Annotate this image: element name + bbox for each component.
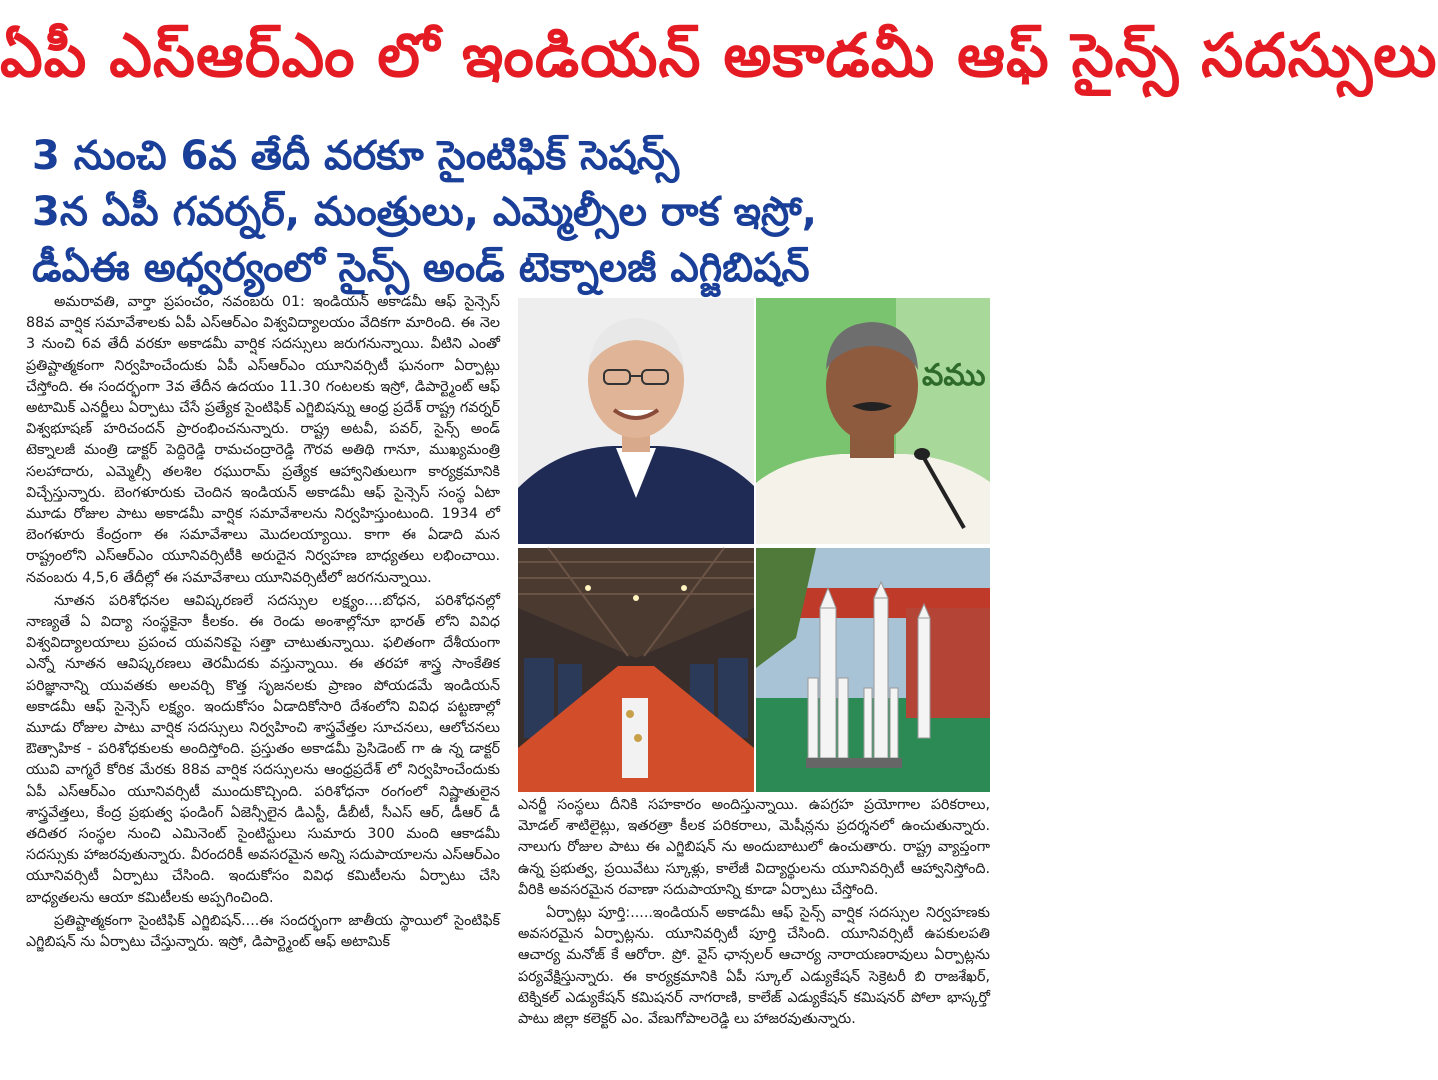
subheadline-3: డీఏఈ అధ్వర్యంలో సైన్స్ అండ్ టెక్నాలజీ ఎగ్జిబిషన్ [32, 245, 810, 291]
headline: ఏపీ ఎస్ఆర్ఎం లో ఇండియన్ అకాడమీ ఆఫ్ సైన్స్ సదస్సులు [0, 21, 1438, 91]
article-left-column [26, 292, 500, 953]
subheadline-1: 3 నుంచి 6వ తేదీ వరకూ సైంటిఫిక్ సెషన్స్ [32, 133, 680, 179]
article-paragraph: ప్రతిష్టాత్మకంగా సైంటిఫిక్ ఎగ్జిబిషన్....ఈ సందర్భంగా జాతీయ స్థాయిలో సైంటిఫిక్ ఎగ్జిబిషన్ ను ఏర్పాటు చేస్తున్నారు. ఇస్రో, డిపార్ట్మెంట్ ఆఫ్ అటామిక్ [26, 912, 500, 951]
rocket-models-photo [756, 548, 990, 792]
governor-portrait-icon [518, 298, 754, 544]
article-paragraph: ఏర్పాట్లు పూర్తి:.....ఇండియన్ అకాడమీ ఆఫ్ సైన్స్ వార్షిక సదస్సుల నిర్వహణకు అవసరమైన ఏర్పాట్లను. యూనివర్సిటీ పూర్తి చేసింది. యూనివర్సిటీ ఉపకులపతి ఆచార్య మనోజ్ కే ఆరోరా. ప్రో. వైస్ ఛాన్సలర్ ఆచార్య నారాయణరావులు ఏర్పాట్లను పర్యవేక్షిస్తున్నారు. ఈ కార్యక్రమానికి ఏపీ స్కూల్ ఎడ్యుకేషన్ సెక్రెటరీ బి రాజశేఖర్, టెక్నికల్ ఎడ్యుకేషన్ కమిషనర్ నాగరాణి, కాలేజ్ ఎడ్యుకేషన్ కమిషనర్ పోలా భాస్కర్తో పాటు జిల్లా కలెక్టర్ ఎం. వేణుగోపాలరెడ్డి లు హాజరవుతున్నారు. [518, 905, 990, 1028]
article-paragraph: అమరావతి, వార్తా ప్రపంచం, నవంబరు 01: ఇండియన్ అకాడమీ ఆఫ్ సైన్సెస్ 88వ వార్షిక సమావేశాలకు ఏపీ ఎస్ఆర్ఎం విశ్వవిద్యాలయం వేదికగా మారింది. ఈ నెల 3 నుంచి 6వ తేదీ వరకూ అకాడమీ వార్షిక సదస్సులు జరుగనున్నాయి. వీటిని ఎంతో ప్రతిష్టాత్మకంగా నిర్వహించేందుకు ఏపీ ఎస్ఆర్ఎం యూనివర్సిటీ ఘనంగా ఏర్పాట్లు చేస్తోంది. ఈ సందర్భంగా 3వ తేదీన ఉదయం 11.30 గంటలకు ఇస్రో, డిపార్ట్మెంట్ ఆఫ్ అటామిక్ ఎనర్జీలు ఏర్పాటు చేసే ప్రత్యేక సైంటిఫిక్ ఎగ్జిబిషన్ను ఆంధ్ర ప్రదేశ్ రాష్ట్ర గవర్నర్ విశ్వభూషణ్ హరిచందన్ ప్రారంభించనున్నారు. రాష్ట్ర అటవీ, పవర్, సైన్స్ అండ్ టెక్నాలజీ మంత్రి డాక్టర్ పెద్దిరెడ్డి రామచంద్రారెడ్డి గౌరవ అతిథి గానూ, ముఖ్యమంత్రి సలహాదారు, ఎమ్మెల్సీ తలశిల రఘురామ్ ప్రత్యేక ఆహ్వానితులుగా కార్యక్రమానికి విచ్చేస్తున్నారు. బెంగళూరుకు చెందిన ఇండియన్ అకాడమీ ఆఫ్ సైన్సెస్ సంస్థ ఏటా మూడు రోజుల పాటు అకాడమీ వార్షిక సమావేశాలను నిర్వహిస్తుంటుంది. 1934 లో బెంగళూరు కేంద్రంగా ఈ సమావేశాలు మొదలయ్యాయి. కాగా ఈ ఏడాది మన రాష్ట్రంలోని ఎస్ఆర్ఎం యూనివర్సిటీకి అరుదైన నిర్వహణ బాధ్యతలు లభించాయి. నవంబరు 4,5,6 తేదీల్లో ఈ సమావేశాలు యూనివర్సిటీలో జరగనున్నాయి. [26, 294, 500, 586]
exhibition-hall-photo [518, 548, 754, 792]
article-right-column [518, 795, 990, 1030]
governor-photo [518, 298, 754, 544]
subheadline-2: 3న ఏపీ గవర్నర్, మంత్రులు, ఎమ్మెల్సీల రాక ఇస్రో, [32, 189, 817, 235]
minister-portrait-icon [756, 298, 990, 544]
article-paragraph: నూతన పరిశోధనల ఆవిష్కరణలే సదస్సుల లక్ష్యం....బోధన, పరిశోధనల్లో నాణ్యతే ఏ విద్యా సంస్థకైనా కీలకం. ఈ రెండు అంశాల్లోనూ భారత్ లోని వివిధ విశ్వవిద్యాలయాలు ప్రపంచ యవనికపై సత్తా చాటుతున్నాయి. ఫలితంగా దేశీయంగా ఎన్నో నూతన ఆవిష్కరణలు తెరమీదకు వస్తున్నాయి. ఈ తరహా శాస్త్ర సాంకేతిక పరిజ్ఞానాన్ని యువతకు అలవర్చి కొత్త సృజనలకు ప్రాణం పోయడమే ఇండియన్ అకాడమీ ఆఫ్ సైన్సెస్ లక్ష్యం. ఇందుకోసం ఏడాదికోసారి దేశంలోని వివిధ పట్టణాల్లో మూడు రోజుల పాటు వార్షిక సదస్సులు నిర్వహించి శాస్త్రవేత్తల సూచనలు, ఆలోచనలు ఔత్సాహిక - పరిశోధకులకు అందిస్తోంది. ప్రస్తుతం అకాడమీ ప్రెసిడెంట్ గా ఉ న్న డాక్టర్ యువి వాగ్మరే కోరిక మేరకు 88వ వార్షిక సదస్సులను ఆంధ్రప్రదేశ్ లో నిర్వహించేందుకు ఏపీ ఎస్ఆర్ఎం యూనివర్సిటీ ముందుకొచ్చింది. పరిశోధనా రంగంలో నిష్ణాతులైన శాస్త్రవేత్తలు, కేంద్ర ప్రభుత్వ ఫండింగ్ ఏజెన్సీలైన డిఎస్టీ, డీబీటీ, సీఎస్ ఆర్, డీఆర్ డీ తదితర సంస్థల నుంచి ఎమినెంట్ సైంటిస్టులు సుమారు 300 మంది ఆకాడమీ సదస్సుకు హాజరవుతున్నారు. వీరందరికీ అవసరమైన అన్ని సదుపాయాలను ఎస్ఆర్ఎం యూనివర్సిటీ ఏర్పాటు చేసింది. ఇందుకోసం వివిధ కమిటీలను ఏర్పాటు చేసి బాధ్యతలను ఆయా కమిటీలకు అప్పగించింది. [26, 592, 500, 906]
backdrop-text: వము [922, 358, 986, 393]
exhibition-hall-icon [518, 548, 754, 792]
minister-photo [756, 298, 990, 544]
article-paragraph: ఎనర్జీ సంస్థలు దీనికి సహకారం అందిస్తున్నాయి. ఉపగ్రహ ప్రయోగాల పరికరాలు, మోడల్ శాటిలైట్లు, ఇతరత్రా కీలక పరికరాలు, మెషీన్లను ప్రదర్శనలో ఉంచుతున్నారు. నాలుగు రోజుల పాటు ఈ ఎగ్జిబిషన్ ను అందుబాటులో ఉంచుతారు. రాష్ట్ర వ్యాప్తంగా ఉన్న ప్రభుత్వ, ప్రయివేటు స్కూళ్లు, కాలేజీ విద్యార్థులను యూనివర్సిటీ ఆహ్వానిస్తోంది. వీరికి అవసరమైన రవాణా సదుపాయాన్ని కూడా ఏర్పాటు చేస్తోంది. [518, 797, 990, 898]
rocket-models-icon [756, 548, 990, 792]
